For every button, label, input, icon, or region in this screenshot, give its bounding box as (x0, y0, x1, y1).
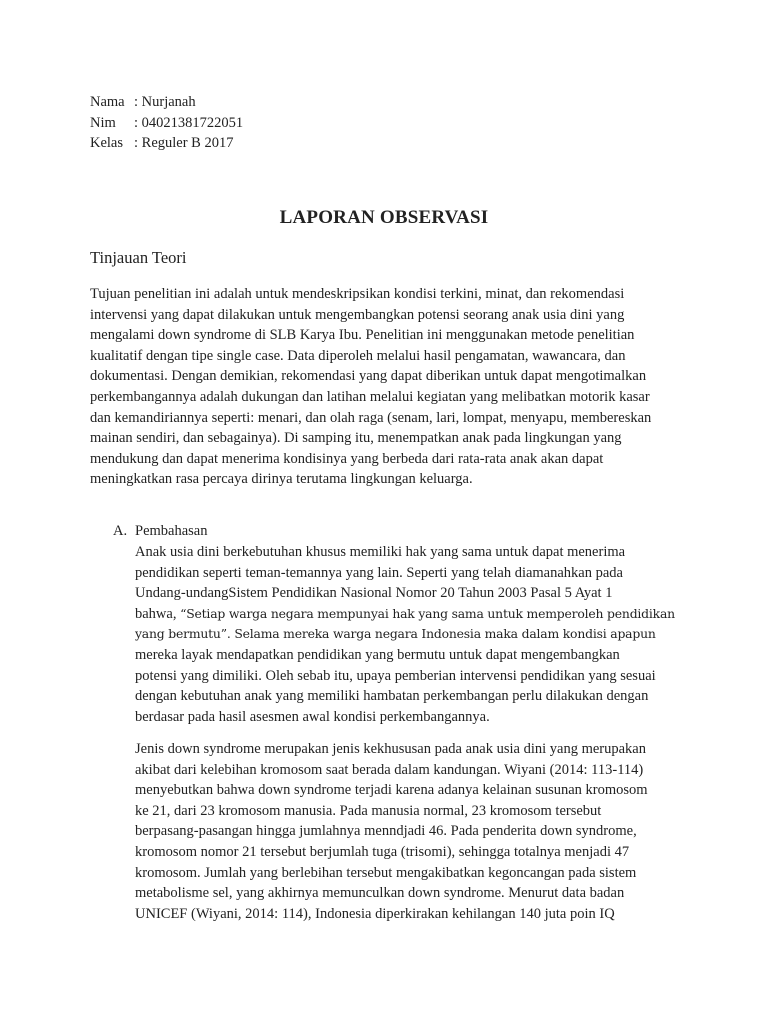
paragraph-line: dokumentasi. Dengan demikian, rekomendasi yang dapat diberikan untuk dapat mengotimalkan (90, 368, 647, 385)
paragraph-line: berdasar pada hasil asesmen awal kondisi perkembangannya. (135, 708, 490, 725)
paragraph-line: mereka layak mendapatkan pendidikan yang bermutu untuk dapat mengembangkan (135, 646, 620, 663)
section-a-heading (113, 521, 207, 542)
paragraph-line: mendukung dan dapat menerima kondisinya yang berbeda dari rata-rata anak akan dapat (90, 450, 604, 467)
paragraph-line: berpasang-pasangan hingga jumlahnya menndjadi 46. Pada penderita down syndrome, (135, 823, 637, 840)
paragraph-line: yang bermutu”. Selama mereka warga negara Indonesia maka dalam kondisi apapun (135, 626, 656, 642)
info-row-kelas (90, 133, 243, 154)
quoted-law-text: “Setiap warga negara mempunyai hak yang sama untuk memperoleh pendidikan (180, 605, 675, 621)
paragraph-line: ke 21, dari 23 kromosom manusia. Pada manusia normal, 23 kromosom tersebut (135, 802, 602, 819)
report-title: LAPORAN OBSERVASI (279, 207, 489, 228)
paragraph-line (135, 604, 675, 625)
intro-paragraph (90, 284, 651, 490)
paragraph-line: menyebutkan bahwa down syndrome terjadi karena adanya kelainan susunan kromosom (135, 782, 648, 799)
paragraph-line: potensi yang dimiliki. Oleh sebab itu, upaya pemberian intervensi pendidikan yang sesuai (135, 667, 656, 684)
paragraph-line: akibat dari kelebihan kromosom saat berada dalam kandungan. Wiyani (2014: 113-114) (135, 761, 644, 778)
info-value-kelas: : Reguler B 2017 (134, 135, 234, 151)
paragraph-line: meningkatkan rasa percaya dirinya terutama lingkungan keluarga. (90, 471, 473, 488)
paragraph-line: kromosom. Jumlah yang berlebihan tersebut mengakibatkan kegoncangan pada sistem (135, 864, 637, 881)
info-label-nama: Nama (90, 94, 125, 110)
paragraph-line: kualitatif dengan tipe single case. Data diperoleh melalui hasil pengamatan, wawancara, dan (90, 347, 626, 364)
paragraph-line: perkembangannya adalah dukungan dan latihan melalui kegiatan yang melibatkan motorik kasar (90, 388, 650, 405)
info-value-nama: : Nurjanah (134, 94, 196, 110)
paragraph-line: intervensi yang dapat dilakukan untuk mengembangkan potensi seorang anak usia dini yang (90, 306, 625, 323)
info-label-nim: Nim (90, 114, 116, 131)
paragraph-line: dengan kebutuhan anak yang memiliki hambatan perkembangan perlu dilakukan dengan (135, 688, 649, 705)
info-row-nim (90, 113, 243, 134)
info-label-kelas: Kelas (90, 135, 124, 151)
paragraph-line: mainan sendiri, dan sebagainya). Di samping itu, menempatkan anak pada lingkungan yang (90, 430, 622, 447)
section-subheading: Tinjauan Teori (90, 248, 187, 267)
line-text: bahwa, (135, 605, 181, 622)
paragraph-line: Jenis down syndrome merupakan jenis kekhususan pada anak usia dini yang merupakan (135, 741, 646, 757)
paragraph-line: Tujuan penelitian ini adalah untuk mendeskripsikan kondisi terkini, minat, dan rekomendasi (90, 286, 625, 302)
info-value-nim: : 04021381722051 (134, 114, 244, 131)
section-a-title: Pembahasan (135, 523, 208, 539)
paragraph-line: Anak usia dini berkebutuhan khusus memiliki hak yang sama untuk dapat menerima (135, 544, 626, 560)
list-marker: A. (113, 523, 128, 539)
paragraph-line: kromosom nomor 21 tersebut berjumlah tuga (trisomi), sehingga totalnya menjadi 47 (135, 843, 630, 860)
paragraph-line: dan kemandiriannya seperti: menari, dan olah raga (senam, lari, lompat, menyapu, membereskan (90, 409, 652, 426)
student-info (90, 92, 243, 154)
paragraph-line: Undang-undangSistem Pendidikan Nasional Nomor 20 Tahun 2003 Pasal 5 Ayat 1 (135, 585, 613, 602)
paragraph-line: metabolisme sel, yang akhirnya memunculkan down syndrome. Menurut data badan (135, 885, 625, 902)
paragraph-line: pendidikan seperti teman-temannya yang lain. Seperti yang telah diamanahkan pada (135, 564, 623, 581)
section-a-paragraph-2 (135, 739, 648, 924)
info-row-nama (90, 92, 243, 113)
section-a-paragraph-1 (135, 542, 675, 727)
paragraph-line: UNICEF (Wiyani, 2014: 114), Indonesia diperkirakan kehilangan 140 juta poin IQ (135, 905, 615, 922)
paragraph-line: mengalami down syndrome di SLB Karya Ibu. Penelitian ini menggunakan metode penelitian (90, 327, 635, 344)
